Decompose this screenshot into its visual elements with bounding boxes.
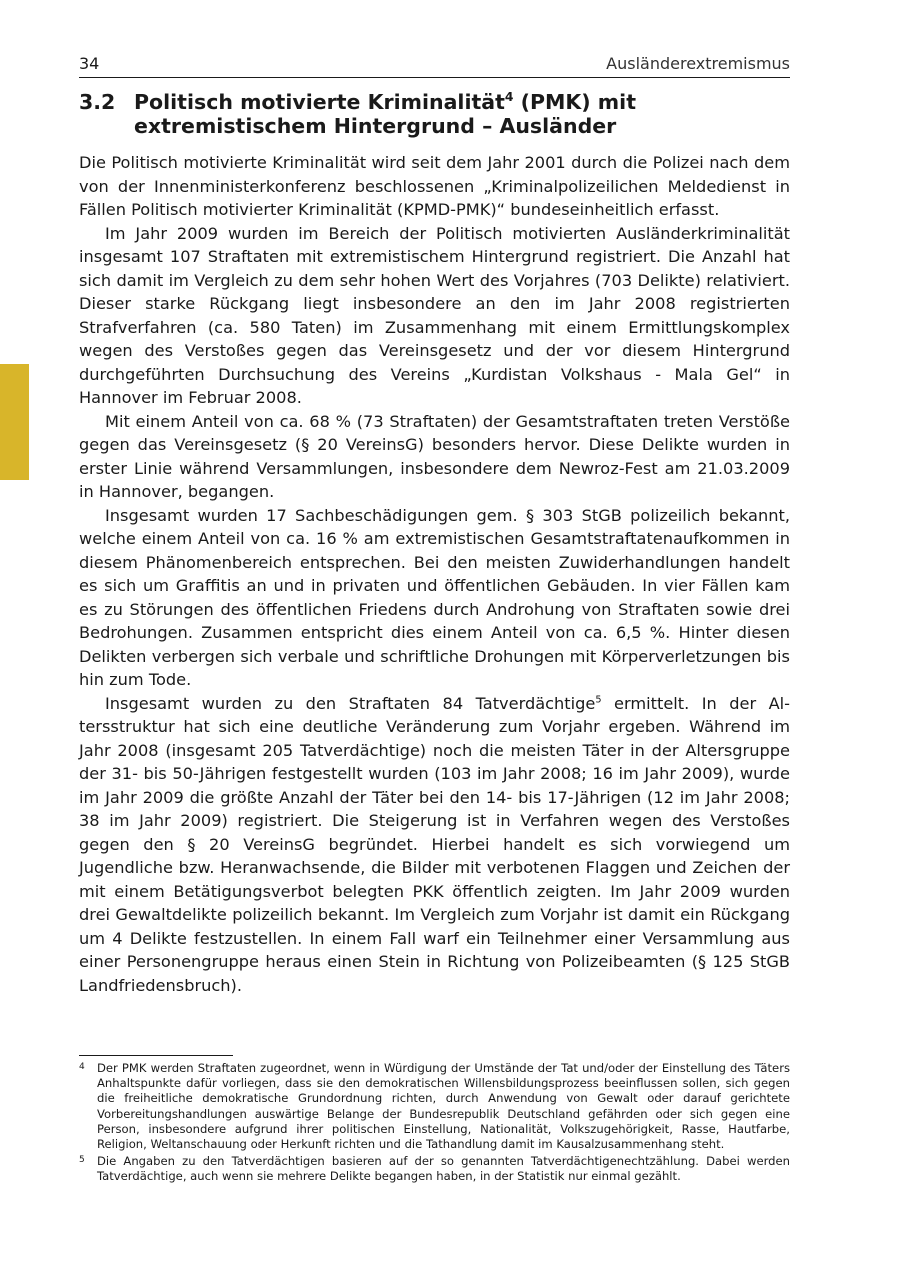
footnote-ref-5[interactable]: 5 — [595, 694, 602, 706]
paragraph-5-before: Insgesamt wurden zu den Straftaten 84 Tatverdächtige — [105, 693, 596, 713]
footnote-mark: 4 — [79, 1062, 85, 1072]
footnote-ref-4[interactable]: 4 — [504, 90, 514, 105]
paragraph-5-after: ermittelt. In der Altersstruktur hat sich eine deutliche Veränderung zum Vorjahr ergeben. Während im Jahr 2008 (insgesamt 205 Tatverdächtige) noch die meisten Täter in der Altersgruppe der 31- bis 50-Jährigen festgestellt wurden (103 im Jahr 2008; 16 im Jahr 2009), wurde im Jahr 2009 die größte Anzahl der Täter bei den 14- bis 17-Jährigen (12 im Jahr 2008; 38 im Jahr 2009) registriert. Die Steigerung ist in Verfahren wegen des Verstoßes gegen den § 20 VereinsG begründet. Hierbei handelt es sich vorwiegend um Jugendliche bzw. Heranwachsende, die Bilder mit verbotenen Flaggen und Zeichen der mit einem Betätigungsverbot belegten PKK öffentlich zeigten. Im Jahr 2009 wurden drei Gewaltdelikte polizeilich bekannt. Im Vergleich zum Vorjahr ist damit ein Rückgang um 4 Delikte festzustellen. In einem Fall warf ein Teilnehmer einer Versammlung aus einer Personengruppe heraus einen Stein in Richtung von Polizeibeamten (§ 125 StGB Landfriedensbruch). — [79, 693, 790, 995]
page-header — [79, 53, 790, 78]
page-number: 34 — [79, 54, 100, 73]
running-title: Ausländerextremismus — [606, 54, 790, 73]
footnote-mark: 5 — [79, 1155, 85, 1166]
paragraph-3: Mit einem Anteil von ca. 68 % (73 Straftaten) der Gesamtstraftaten treten Verstöße gegen das Vereinsgesetz (§ 20 VereinsG) besonders hervor. Diese Delikte wurden in erster Linie während Versammlungen, insbesondere dem Newroz-Fest am 21.03.2009 in Hannover, begangen. — [79, 411, 790, 501]
chapter-color-marker — [0, 364, 29, 480]
footnote-text: Die Angaben zu den Tatverdächtigen basieren auf der so genannten Tatverdächtigenechtzählung. Dabei werden Tatverdächtige, auch wenn sie mehrere Delikte begangen haben, in der Statistik nur einmal gezählt. — [97, 1154, 790, 1184]
footnotes — [79, 1061, 790, 1187]
section-title — [134, 90, 794, 138]
footnote-separator — [79, 1055, 233, 1056]
footnote-4 — [79, 1061, 790, 1152]
section-number: 3.2 — [79, 90, 116, 114]
section-title-part2: (PMK) mit extremistischem Hintergrund – Ausländer — [134, 90, 636, 138]
paragraph-4: Insgesamt wurden 17 Sachbeschädigungen gem. § 303 StGB polizeilich bekannt, welche einem Anteil von ca. 16 % am extremistischen Gesamtstraftatenaufkommen in diesem Phänomenbereich entsprechen. Bei den meisten Zuwiderhandlungen handelt es sich um Graffitis an und in privaten und öffentlichen Gebäuden. In vier Fällen kam es zu Störungen des öffentlichen Friedens durch Androhung von Straftaten sowie drei Bedrohungen. Zusammen entspricht dies einem Anteil von ca. 6,5 %. Hinter diesen Delikten verbergen sich verbale und schriftliche Drohungen mit Körperverletzungen bis hin zum Tode. — [79, 505, 790, 689]
body-text — [79, 151, 790, 997]
section-title-part1: Politisch motivierte Kriminalität — [134, 90, 505, 114]
paragraph-5 — [79, 692, 790, 998]
footnote-text: Der PMK werden Straftaten zugeordnet, wenn in Würdigung der Umstände der Tat und/oder der Einstellung des Täters Anhaltspunkte dafür vorliegen, dass sie den demokratischen Willensbildungsprozess beeinflussen sollen, sich gegen die freiheitliche demokratische Grundordnung richten, durch Anwendung von Gewalt oder darauf gerichtete Vorbereitungshandlungen auswärtige Belange der Bundesrepublik Deutschland gefährden oder sich gegen eine Person, insbesondere aufgrund ihrer politischen Einstellung, Nationalität, Volkszugehörigkeit, Rasse, Hautfarbe, Religion, Weltanschauung oder Herkunft richten und die Tathandlung damit im Kausalzusammenhang steht. — [97, 1061, 790, 1152]
paragraph-2: Im Jahr 2009 wurden im Bereich der Politisch motivierten Ausländerkriminalität insgesamt 107 Straftaten mit extremistischem Hintergrund registriert. Die Anzahl hat sich damit im Vergleich zu dem sehr hohen Wert des Vorjahres (703 Delikte) relativiert. Dieser starke Rückgang liegt insbesondere an den im Jahr 2008 registrierten Strafverfahren (ca. 580 Taten) im Zusammenhang mit einem Ermittlungskomplex wegen des Verstoßes gegen das Vereinsgesetz und der vor diesem Hintergrund durchgeführten Durchsuchung des Vereins „Kurdistan Volkshaus - Mala Gel“ in Hannover im Februar 2008. — [79, 223, 790, 407]
paragraph-1: Die Politisch motivierte Kriminalität wird seit dem Jahr 2001 durch die Polizei nach dem von der Innenministerkonferenz beschlossenen „Kriminalpolizeilichen Meldedienst in Fällen Politisch motivierter Kriminalität (KPMD-PMK)“ bundeseinheitlich erfasst. — [79, 153, 790, 219]
footnote-5 — [79, 1154, 790, 1184]
